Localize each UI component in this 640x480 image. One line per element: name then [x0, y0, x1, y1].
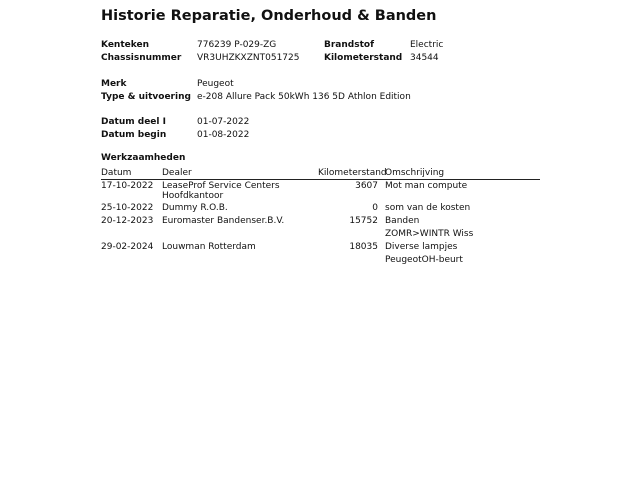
datum-deel1-label: Datum deel I — [101, 117, 166, 127]
merk-label: Merk — [101, 79, 127, 89]
row-dealer: Dummy R.O.B. — [162, 203, 228, 213]
col-header-kilometerstand: Kilometerstand — [318, 168, 387, 178]
row-omschrijving: som van de kosten — [385, 203, 471, 213]
type-label: Type & uitvoering — [101, 92, 191, 102]
row-kilometerstand: 18035 — [349, 242, 378, 252]
table-header-rule — [101, 179, 540, 180]
col-header-datum: Datum — [101, 168, 132, 178]
row-omschrijving-line2: PeugeotOH-beurt — [385, 255, 463, 265]
merk-value: Peugeot — [197, 79, 234, 89]
datum-begin-value: 01-08-2022 — [197, 130, 250, 140]
kenteken-label: Kenteken — [101, 40, 149, 50]
brandstof-value: Electric — [410, 40, 444, 50]
datum-deel1-value: 01-07-2022 — [197, 117, 250, 127]
row-datum: 20-12-2023 — [101, 216, 154, 226]
row-omschrijving: Diverse lampjes — [385, 242, 458, 252]
row-kilometerstand: 3607 — [355, 181, 378, 191]
row-dealer: Euromaster Bandenser.B.V. — [162, 216, 285, 226]
chassis-value: VR3UHZKXZNT051725 — [197, 53, 300, 63]
row-omschrijving-line2: ZOMR>WINTR Wiss — [385, 229, 474, 239]
row-datum: 25-10-2022 — [101, 203, 154, 213]
col-header-omschrijving: Omschrijving — [385, 168, 445, 178]
brandstof-label: Brandstof — [324, 40, 374, 50]
row-dealer-line2: Hoofdkantoor — [162, 191, 224, 201]
row-datum: 29-02-2024 — [101, 242, 154, 252]
col-header-dealer: Dealer — [162, 168, 192, 178]
kilometerstand-label: Kilometerstand — [324, 53, 403, 63]
chassis-label: Chassisnummer — [101, 53, 182, 63]
row-omschrijving: Banden — [385, 216, 420, 226]
row-kilometerstand: 15752 — [349, 216, 378, 226]
row-dealer: LeaseProf Service Centers — [162, 181, 280, 191]
type-value: e-208 Allure Pack 50kWh 136 5D Athlon Edition — [197, 92, 411, 102]
row-datum: 17-10-2022 — [101, 181, 154, 191]
kilometerstand-value: 34544 — [410, 53, 439, 63]
kenteken-value: 776239 P-029-ZG — [197, 40, 277, 50]
row-dealer: Louwman Rotterdam — [162, 242, 256, 252]
datum-begin-label: Datum begin — [101, 130, 167, 140]
row-kilometerstand: 0 — [372, 203, 378, 213]
page-title: Historie Reparatie, Onderhoud & Banden — [101, 8, 437, 24]
werkzaamheden-title: Werkzaamheden — [101, 153, 186, 163]
row-omschrijving: Mot man compute — [385, 181, 468, 191]
